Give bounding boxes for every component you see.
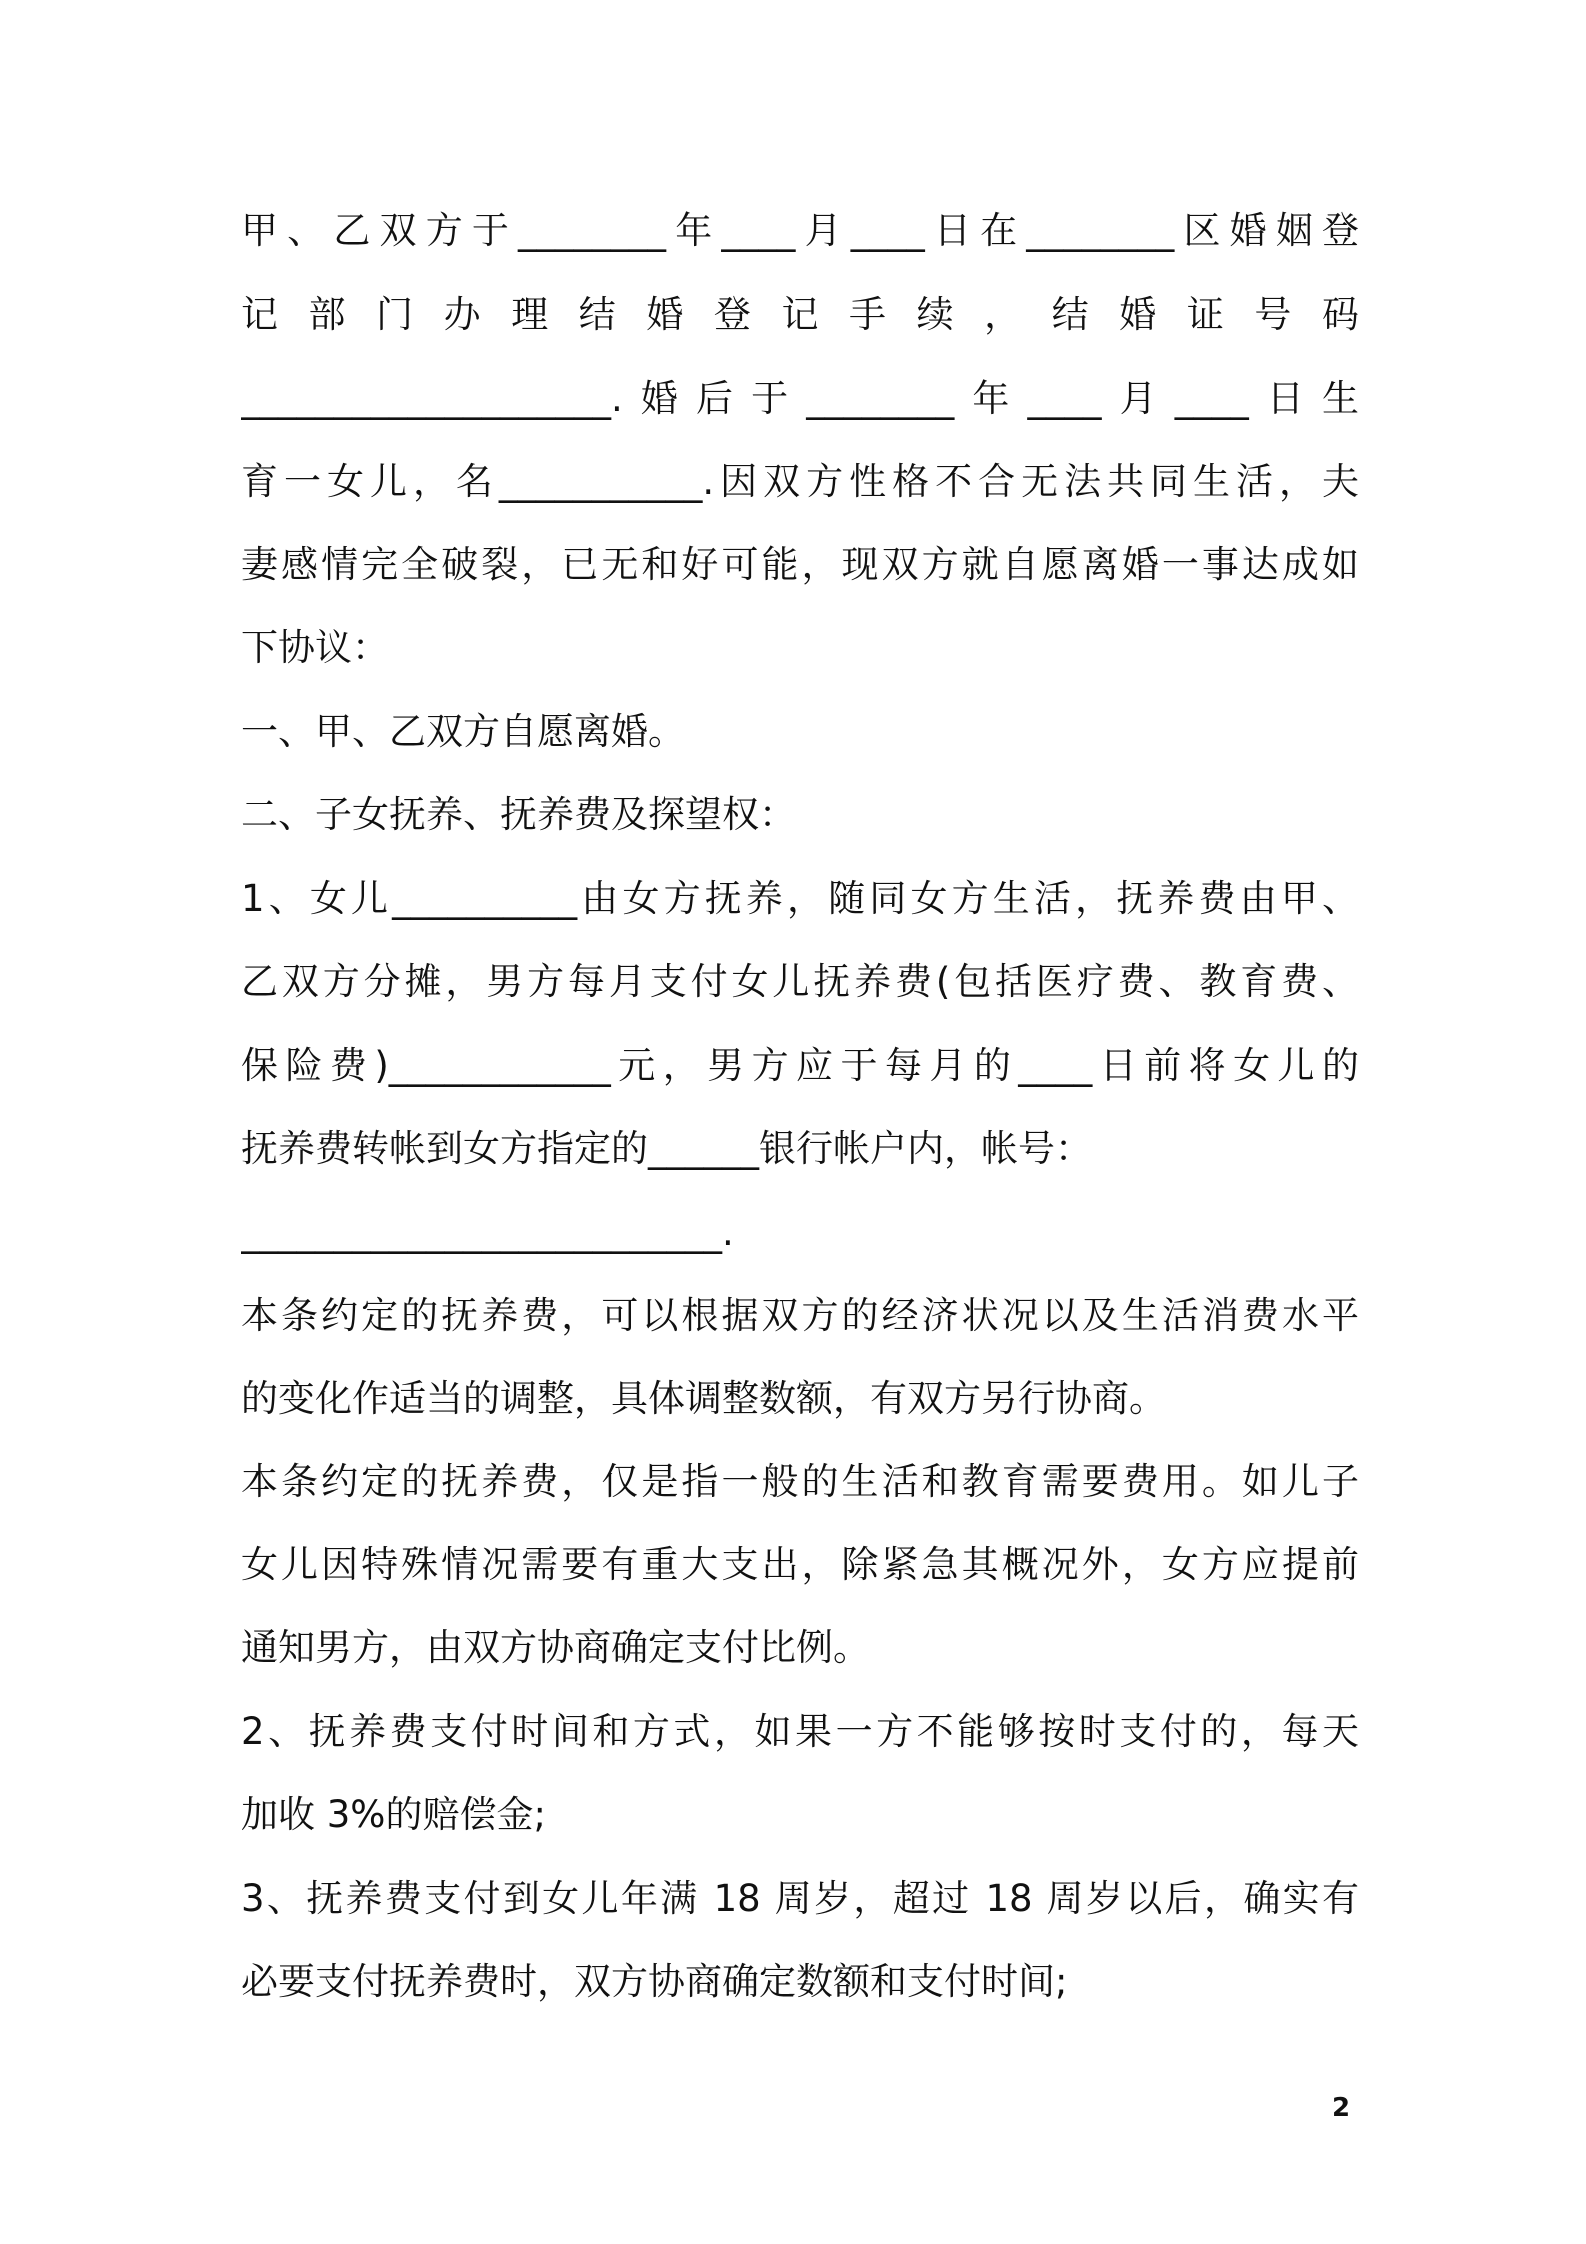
text-line: 1、女儿__________由女方抚养，随同女方生活，抚养费由甲、	[241, 877, 1359, 920]
text-line: 抚养费转帐到女方指定的______银行帐户内，帐号：	[241, 1127, 1092, 1170]
page-number: 2	[1332, 2093, 1351, 2123]
text-line: 必要支付抚养费时，双方协商确定数额和支付时间;	[241, 1960, 1068, 2003]
text-line: 记部门办理结婚登记手续，结婚证号码	[241, 293, 1359, 336]
text-line: 本条约定的抚养费，可以根据双方的经济状况以及生活消费水平	[241, 1294, 1359, 1337]
text-line: 妻感情完全破裂，已无和好可能，现双方就自愿离婚一事达成如	[241, 543, 1359, 586]
text-line: 的变化作适当的调整，具体调整数额，有双方另行协商。	[241, 1377, 1166, 1420]
text-line: 下协议：	[241, 626, 389, 669]
text-line: 加收 3%的赔偿金;	[241, 1793, 546, 1836]
text-line: 2、抚养费支付时间和方式，如果一方不能够按时支付的，每天	[241, 1710, 1359, 1753]
text-line: 通知男方，由双方协商确定支付比例。	[241, 1626, 870, 1669]
text-line: 育一女儿，名___________.因双方性格不合无法共同生活，夫	[241, 460, 1359, 503]
text-line: 保险费)____________元，男方应于每月的____日前将女儿的	[241, 1044, 1359, 1087]
text-line: ____________________.婚后于________年____月____日生	[241, 377, 1359, 420]
text-line: 乙双方分摊，男方每月支付女儿抚养费(包括医疗费、教育费、	[241, 960, 1359, 1003]
text-line: 女儿因特殊情况需要有重大支出，除紧急其概况外，女方应提前	[241, 1543, 1359, 1586]
text-line: 二、子女抚养、抚养费及探望权：	[241, 793, 796, 836]
text-line: 一、甲、乙双方自愿离婚。	[241, 710, 685, 753]
text-line: __________________________.	[241, 1211, 734, 1254]
text-line: 本条约定的抚养费，仅是指一般的生活和教育需要费用。如儿子	[241, 1460, 1359, 1503]
text-line: 甲、乙双方于________年____月____日在________区婚姻登	[241, 209, 1359, 252]
text-line: 3、抚养费支付到女儿年满 18 周岁，超过 18 周岁以后，确实有	[241, 1877, 1359, 1920]
